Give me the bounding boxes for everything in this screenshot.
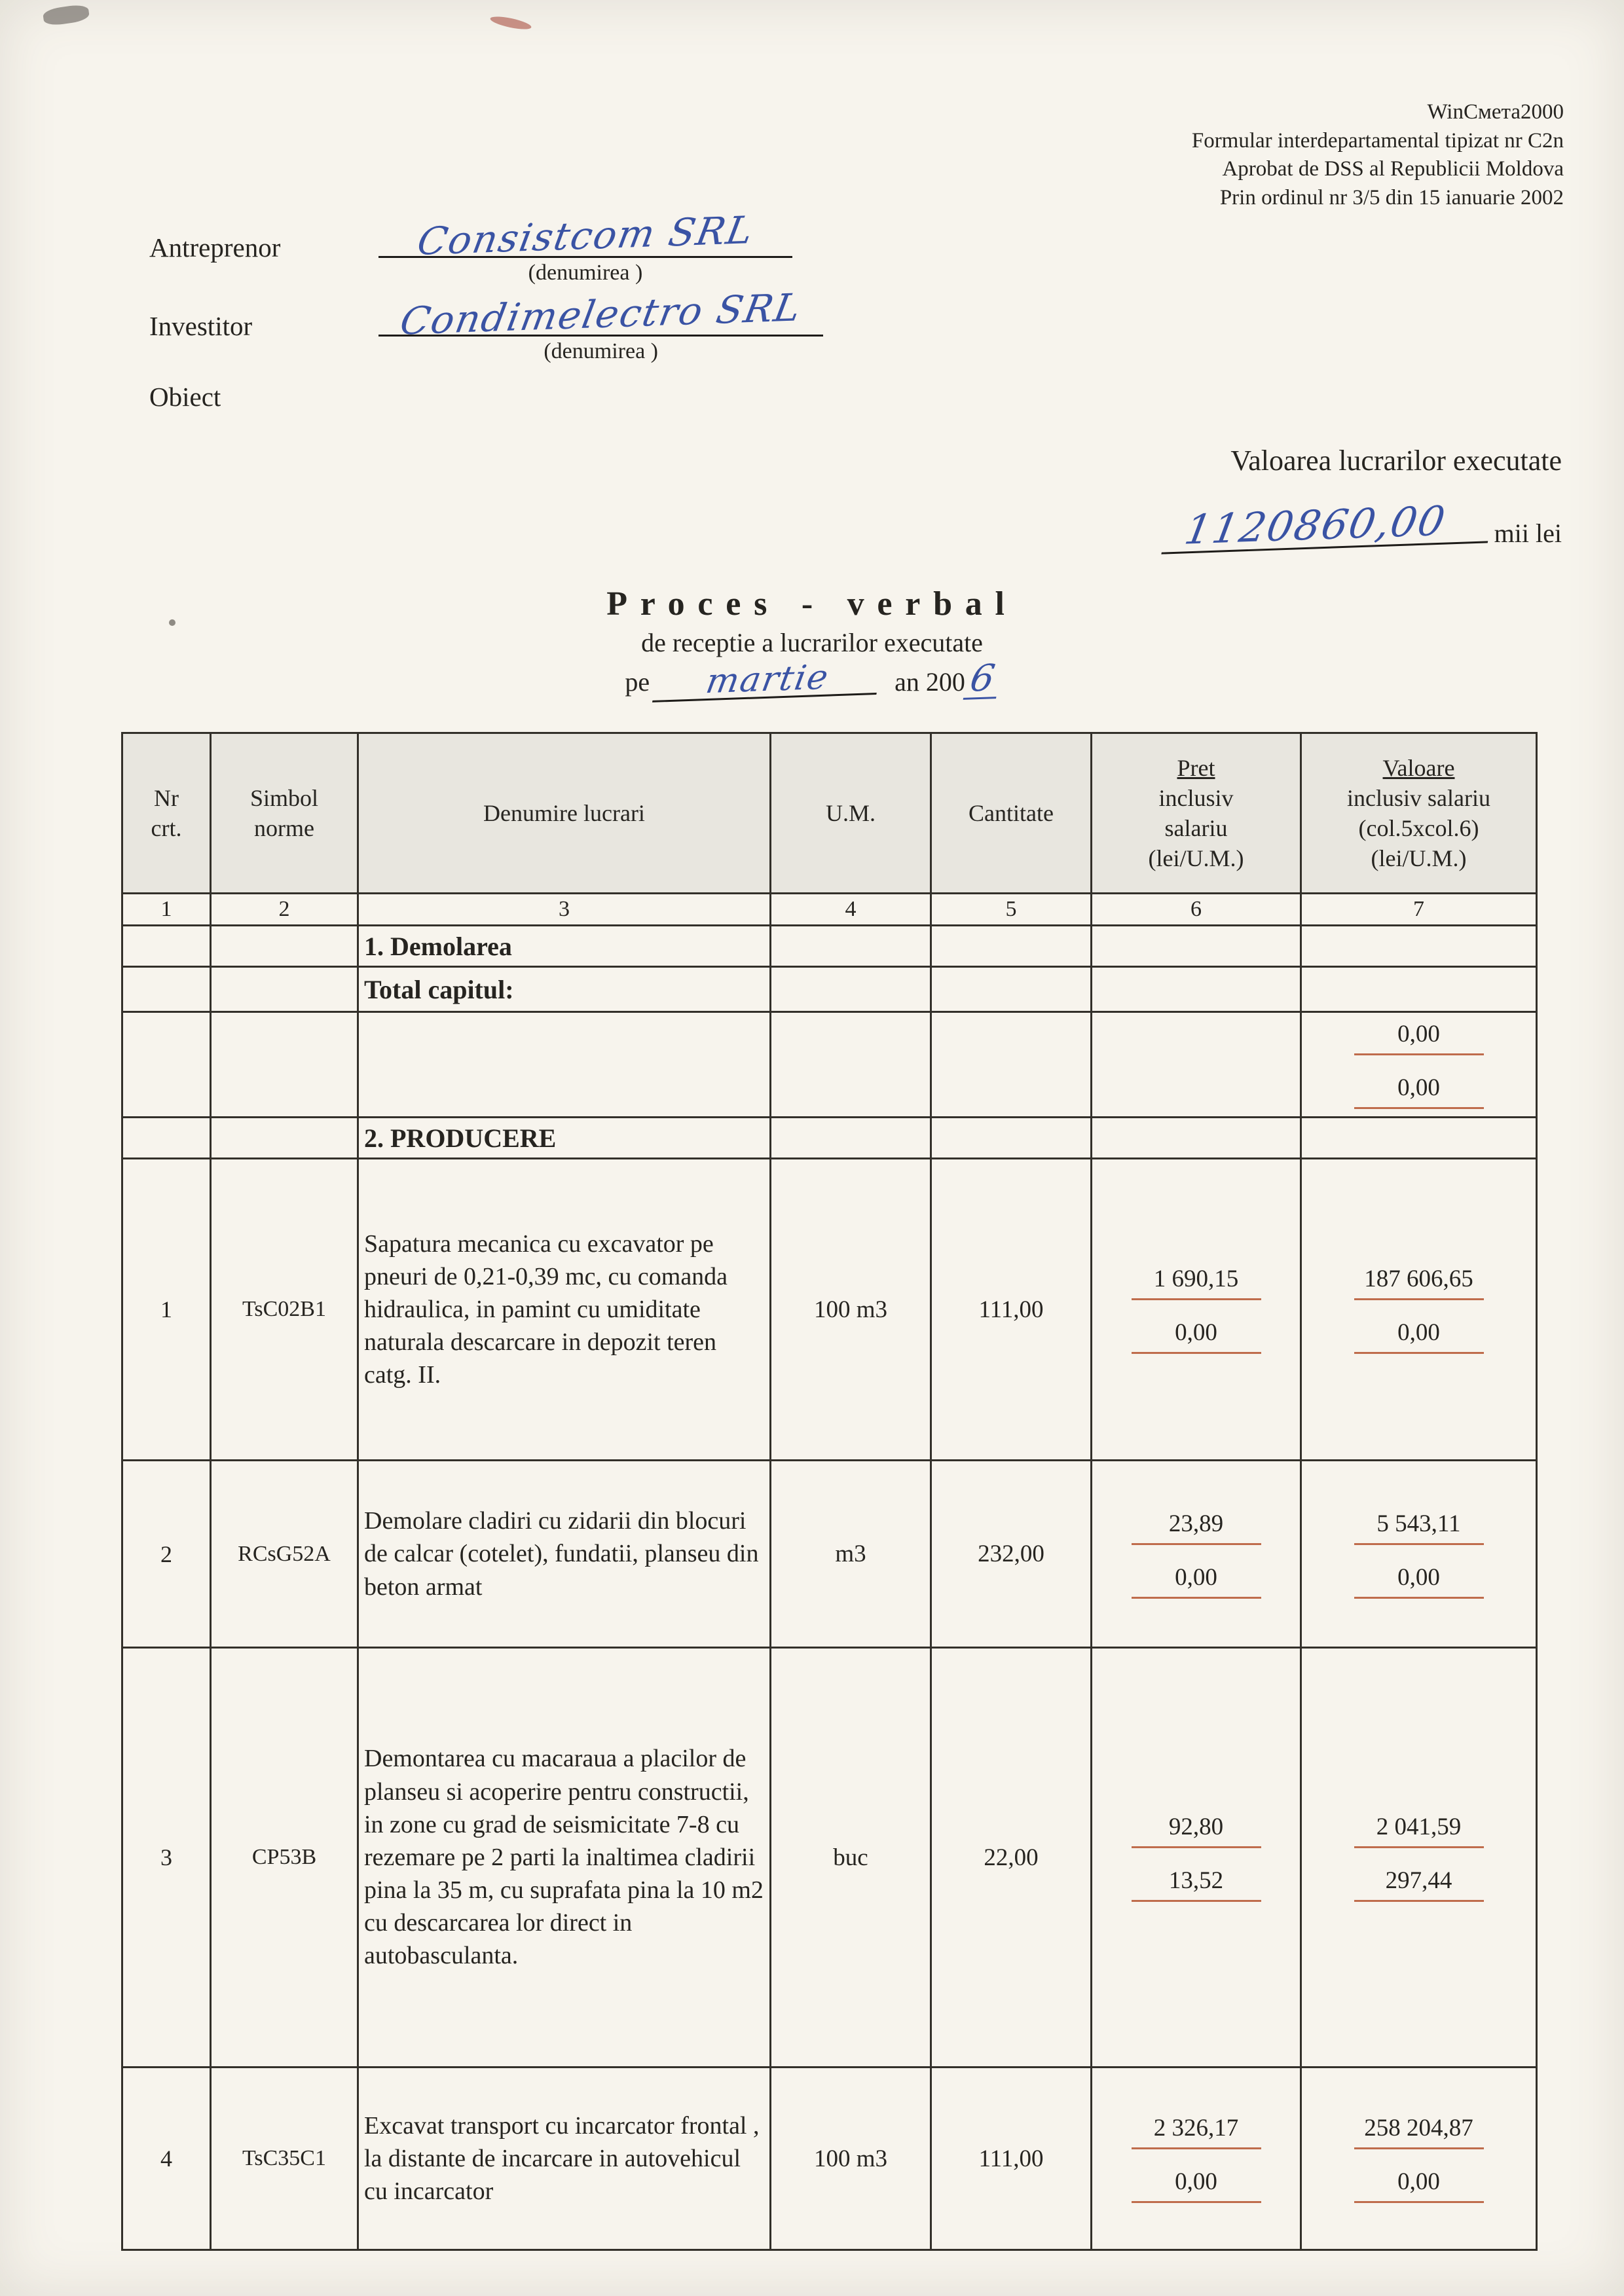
investitor-field (378, 285, 823, 364)
row-denumire: Demolare cladiri cu zidarii din blocuri de calcar (cotelet), fundatii, planseu din beton armat (358, 1461, 771, 1648)
header-valoare-line2: (col.5xcol.6) (1358, 815, 1479, 841)
valoare-bottom: 0,00 (1354, 1319, 1484, 1354)
row-cantitate: 111,00 (931, 1159, 1092, 1461)
col-number: 4 (771, 894, 931, 926)
row-nr: 2 (122, 1461, 211, 1648)
obiect-label: Obiect (149, 381, 221, 412)
investitor-label: Investitor (149, 310, 253, 341)
row-simbol: TsC35C1 (211, 2068, 358, 2250)
section-demolarea-row (122, 926, 1537, 967)
row-pret (1092, 2068, 1301, 2250)
header-nr (122, 733, 211, 894)
row-nr: 4 (122, 2068, 211, 2250)
valoare-top: 2 041,59 (1354, 1813, 1484, 1848)
valoare-handwritten-amount: 1120860,00 (1161, 499, 1495, 554)
pret-bottom: 0,00 (1132, 2168, 1261, 2203)
investitor-write-line (378, 285, 823, 344)
pret-bottom: 0,00 (1132, 1319, 1261, 1354)
row-nr: 3 (122, 1648, 211, 2068)
pret-top: 1 690,15 (1132, 1265, 1261, 1300)
empty-cell (211, 1118, 358, 1159)
pe-label: pe (625, 667, 650, 697)
period-line (0, 657, 1624, 702)
total-valoare-cell (1301, 1012, 1537, 1118)
antreprenor-write-line (378, 208, 792, 264)
valoare-bottom: 297,44 (1354, 1867, 1484, 1902)
header-nr-line1: Nr (154, 784, 179, 811)
header-simbol-line1: Simbol (249, 784, 319, 811)
works-table (121, 732, 1538, 2251)
empty-cell (1092, 967, 1301, 1012)
header-denumire: Denumire lucrari (358, 733, 771, 894)
col-number: 3 (358, 894, 771, 926)
valoare-unit: mii lei (1494, 519, 1562, 548)
row-pret (1092, 1159, 1301, 1461)
row-simbol: RCsG52A (211, 1461, 358, 1648)
antreprenor-row (149, 208, 823, 285)
app-name: WinСмета2000 (1427, 100, 1564, 124)
row-um: 100 m3 (771, 2068, 931, 2250)
row-denumire: Excavat transport cu incarcator frontal , la distante de incarcare in autovehicul cu incarcator (358, 2068, 771, 2250)
row-valoare (1301, 2068, 1537, 2250)
empty-cell (771, 1012, 931, 1118)
total-capitul-label: Total capitul: (358, 967, 771, 1012)
month-handwritten: martie (652, 659, 883, 702)
empty-cell (771, 926, 931, 967)
row-nr: 1 (122, 1159, 211, 1461)
antreprenor-field (378, 208, 792, 285)
header-valoare-line1: inclusiv salariu (1347, 784, 1490, 811)
valoare-label: Valoarea lucrarilor executate (1230, 445, 1562, 477)
col-number: 5 (931, 894, 1092, 926)
header-pret-line1: inclusiv (1158, 784, 1234, 811)
section-producere-row (122, 1118, 1537, 1159)
row-um: m3 (771, 1461, 931, 1648)
scan-artifact (489, 14, 532, 31)
total-values-row (122, 1012, 1537, 1118)
denumirea-caption: (denumirea ) (544, 338, 658, 363)
valoare-top: 258 204,87 (1354, 2114, 1484, 2149)
empty-cell (1092, 1012, 1301, 1118)
header-valoare-line3: (lei/U.M.) (1371, 845, 1467, 872)
empty-cell (931, 1118, 1092, 1159)
empty-cell (1092, 1118, 1301, 1159)
header-simbol (211, 733, 358, 894)
row-valoare (1301, 1159, 1537, 1461)
form-type-line: Formular interdepartamental tipizat nr C2n (1191, 128, 1564, 153)
year-digit-handwritten: 6 (963, 660, 1003, 700)
empty-cell (122, 1012, 211, 1118)
col-number: 6 (1092, 894, 1301, 926)
antreprenor-label: Antreprenor (149, 232, 281, 263)
total-value-top: 0,00 (1354, 1020, 1484, 1055)
table-row (122, 1648, 1537, 2068)
header-pret-line3: (lei/U.M.) (1148, 845, 1244, 872)
col-number: 1 (122, 894, 211, 926)
empty-cell (122, 926, 211, 967)
header-nr-line2: crt. (151, 815, 182, 841)
empty-cell (771, 967, 931, 1012)
row-cantitate: 22,00 (931, 1648, 1092, 2068)
valoare-top: 5 543,11 (1354, 1510, 1484, 1545)
empty-cell (211, 967, 358, 1012)
pret-top: 2 326,17 (1132, 2114, 1261, 2149)
row-um: buc (771, 1648, 931, 2068)
header-pret (1092, 733, 1301, 894)
empty-cell (122, 967, 211, 1012)
header-simbol-line2: norme (254, 815, 314, 841)
row-simbol: CP53B (211, 1648, 358, 2068)
table-row (122, 1159, 1537, 1461)
row-valoare (1301, 1461, 1537, 1648)
investitor-handwritten-value: Condimelectro SRL (396, 285, 805, 344)
investitor-row (149, 285, 823, 364)
empty-cell (1092, 926, 1301, 967)
empty-cell (771, 1118, 931, 1159)
empty-cell (122, 1118, 211, 1159)
form-approval-line: Aprobat de DSS al Republicii Moldova (1222, 157, 1564, 181)
row-cantitate: 232,00 (931, 1461, 1092, 1648)
valoare-amount-line (1166, 496, 1562, 554)
antreprenor-handwritten-value: Consistcom SRL (413, 208, 758, 264)
row-denumire: Demontarea cu macaraua a placilor de planseu si acoperire pentru constructii, in zone cu grad de seismicitate 7-8 cu rezemare pe 2 parti la inaltimea cladirii pina la 35 m, cu suprafata pina la 10 m2 cu descarcarea lor direct in autobasculanta. (358, 1648, 771, 2068)
row-um: 100 m3 (771, 1159, 931, 1461)
header-pret-title: Pret (1177, 754, 1215, 781)
denumirea-caption: (denumirea ) (528, 260, 643, 285)
header-um: U.M. (771, 733, 931, 894)
pret-top: 92,80 (1132, 1813, 1261, 1848)
header-pret-line2: salariu (1164, 815, 1228, 841)
empty-cell (931, 926, 1092, 967)
col-number: 7 (1301, 894, 1537, 926)
empty-cell (931, 1012, 1092, 1118)
row-pret (1092, 1648, 1301, 2068)
table-header-row (122, 733, 1537, 894)
row-cantitate: 111,00 (931, 2068, 1092, 2250)
row-valoare (1301, 1648, 1537, 2068)
form-meta-block (1192, 98, 1564, 212)
form-order-line: Prin ordinul nr 3/5 din 15 ianuarie 2002 (1219, 185, 1564, 210)
valoare-bottom: 0,00 (1354, 1563, 1484, 1599)
scan-artifact (43, 3, 90, 26)
table-row (122, 1461, 1537, 1648)
empty-cell (1301, 967, 1537, 1012)
row-denumire: Sapatura mecanica cu excavator pe pneuri de 0,21-0,39 mc, cu comanda hidraulica, in pamint cu umiditate naturala descarcare in depozit teren catg. II. (358, 1159, 771, 1461)
document-title: Proces - verbal (606, 585, 1018, 623)
empty-cell (211, 1012, 358, 1118)
header-cantitate: Cantitate (931, 733, 1092, 894)
pret-bottom: 13,52 (1132, 1867, 1261, 1902)
title-block (0, 585, 1624, 702)
header-valoare (1301, 733, 1537, 894)
table-row (122, 2068, 1537, 2250)
column-numbers-row (122, 894, 1537, 926)
row-pret (1092, 1461, 1301, 1648)
header-valoare-title: Valoare (1382, 754, 1455, 781)
section-demolarea-label: 1. Demolarea (358, 926, 771, 967)
empty-cell (1301, 926, 1537, 967)
empty-cell (358, 1012, 771, 1118)
pret-top: 23,89 (1132, 1510, 1261, 1545)
empty-cell (931, 967, 1092, 1012)
valoare-block (1166, 444, 1562, 554)
col-number: 2 (211, 894, 358, 926)
section-producere-label: 2. PRODUCERE (358, 1118, 771, 1159)
parties-block (149, 208, 823, 412)
row-simbol: TsC02B1 (211, 1159, 358, 1461)
empty-cell (211, 926, 358, 967)
total-value-bottom: 0,00 (1354, 1074, 1484, 1109)
pret-bottom: 0,00 (1132, 1563, 1261, 1599)
total-capitul-row (122, 967, 1537, 1012)
an-label: an 200 (895, 667, 965, 697)
valoare-bottom: 0,00 (1354, 2168, 1484, 2203)
document-subtitle: de receptie a lucrarilor executate (641, 628, 983, 657)
empty-cell (1301, 1118, 1537, 1159)
valoare-top: 187 606,65 (1354, 1265, 1484, 1300)
